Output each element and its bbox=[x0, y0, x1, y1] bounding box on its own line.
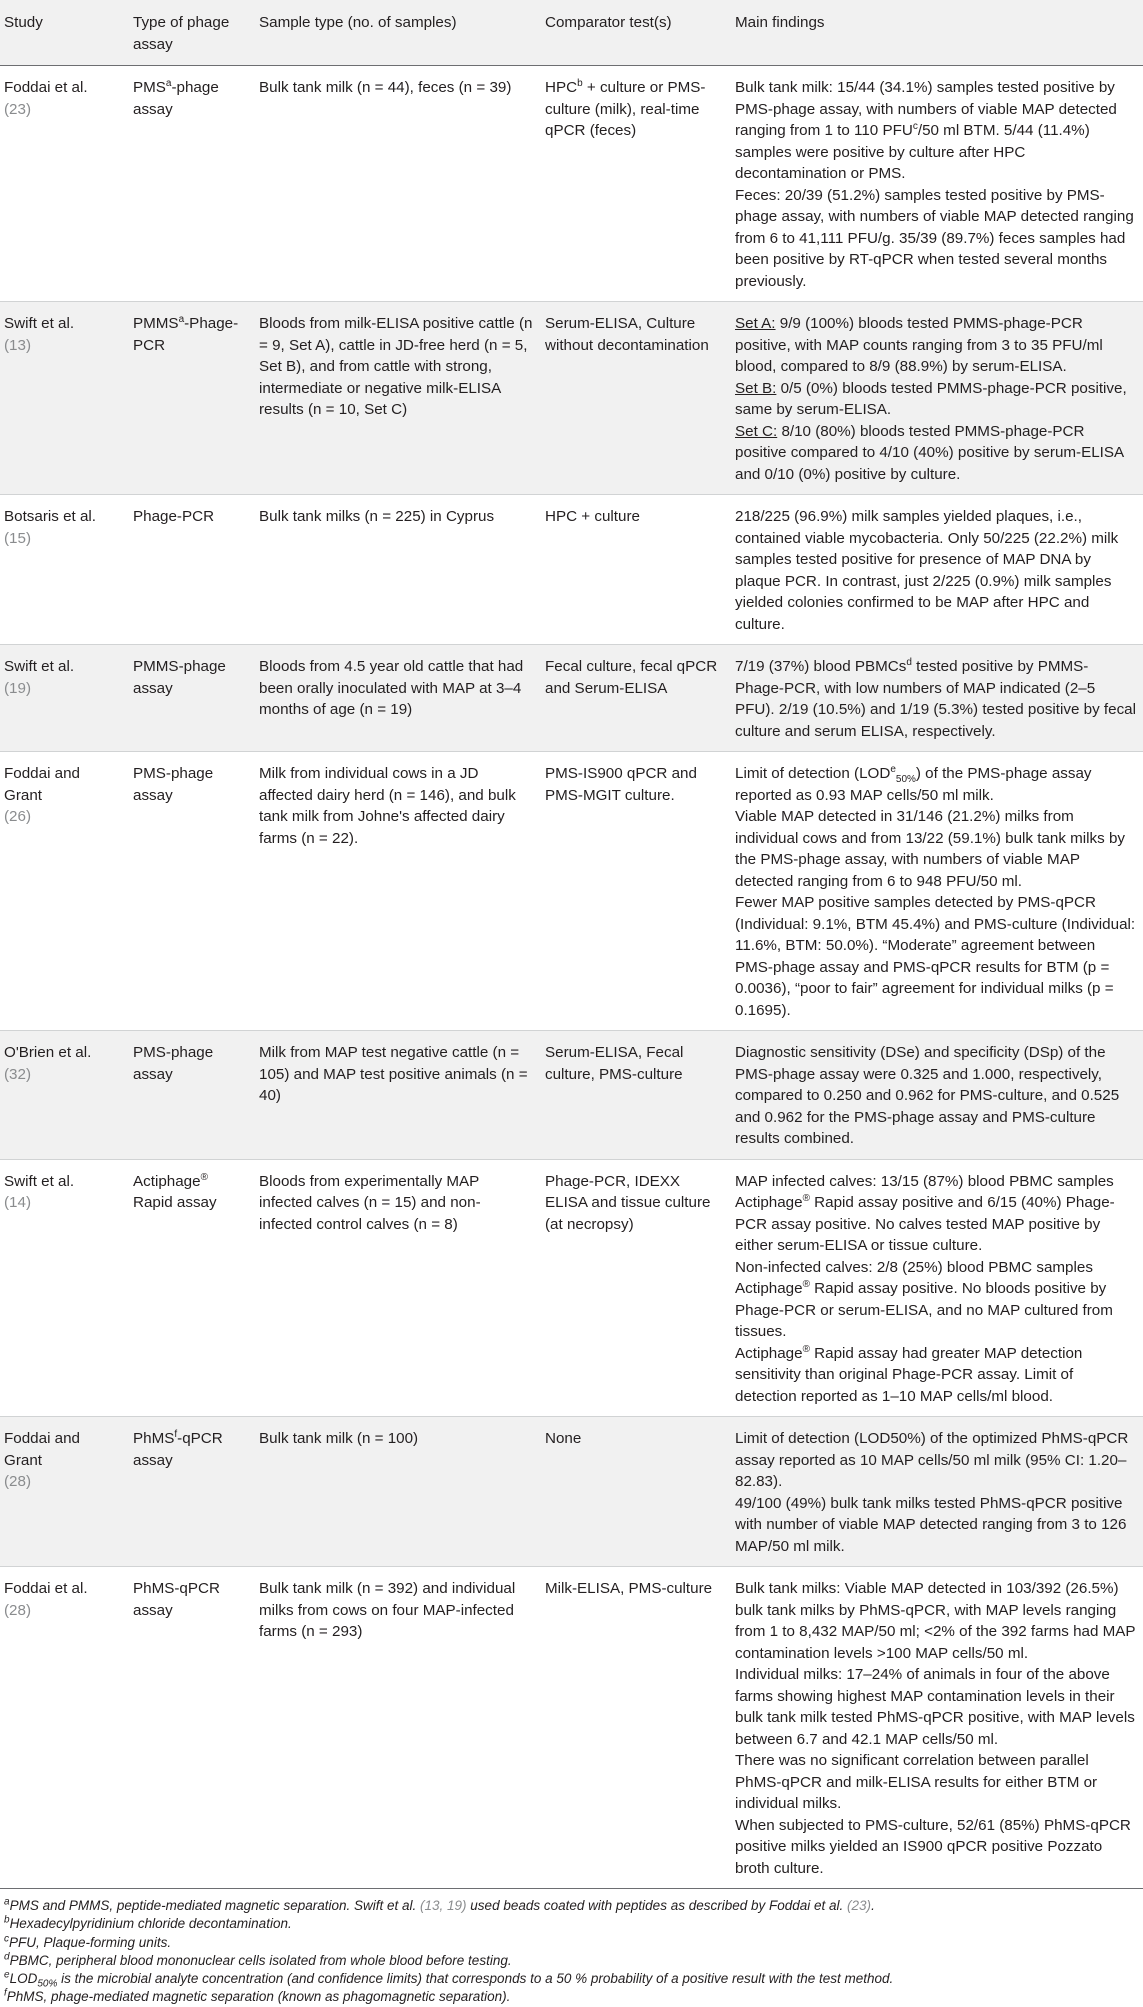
cell-comparator: None bbox=[539, 1417, 729, 1567]
reference-link[interactable]: (19) bbox=[4, 679, 32, 697]
cell-assay: Phage-PCR bbox=[127, 495, 253, 645]
header-findings: Main findings bbox=[729, 0, 1143, 66]
cell-study: Swift et al. (19) bbox=[0, 645, 127, 752]
cell-sample: Bulk tank milk (n = 44), feces (n = 39) bbox=[253, 66, 539, 302]
table-row bbox=[0, 645, 1143, 752]
cell-study: Foddai and Grant (28) bbox=[0, 1417, 127, 1567]
cell-findings: MAP infected calves: 13/15 (87%) blood PBMC samples Actiphage® Rapid assay positive and 6/15 (40%) Phage-PCR assay positive. No calves tested MAP positive by either serum-ELISA or tissue culture. Non-infected calves: 2/8 (25%) blood PBMC samples Actiphage® Rapid assay positive. No bloods positive by Phage-PCR or serum-ELISA, and no MAP cultured from tissues. Actiphage® Rapid assay had greater MAP detection sensitivity than original Phage-PCR assay. Limit of detection reported as 1–10 MAP cells/ml blood. bbox=[729, 1159, 1143, 1417]
footnote: $^a$PMS and PMMS, peptide-mediated magnetic separation. Swift et al. (13, 19) used beads coated with peptides as described by Foddai et al. (23). bbox=[4, 1896, 875, 1913]
table-footnotes bbox=[0, 1889, 1143, 2007]
cell-comparator: Fecal culture, fecal qPCR and Serum-ELISA bbox=[539, 645, 729, 752]
table-row bbox=[0, 66, 1143, 302]
table-row bbox=[0, 302, 1143, 495]
cell-assay: PMS-phage assay bbox=[127, 1031, 253, 1160]
table-header bbox=[0, 0, 1143, 66]
table-row bbox=[0, 495, 1143, 645]
cell-sample: Bulk tank milk (n = 100) bbox=[253, 1417, 539, 1567]
cell-assay: PMMS-phage assay bbox=[127, 645, 253, 752]
cell-comparator: Serum-ELISA, Culture without decontamination bbox=[539, 302, 729, 495]
cell-sample: Bloods from 4.5 year old cattle that had been orally inoculated with MAP at 3–4 months of age (n = 19) bbox=[253, 645, 539, 752]
footnote: $^d$PBMC, peripheral blood mononuclear cells isolated from whole blood before testing. bbox=[4, 1951, 512, 1968]
cell-findings: Limit of detection (LOD50%) of the optimized PhMS-qPCR assay reported as 10 MAP cells/50 ml milk (95% CI: 1.20–82.83). 49/100 (49%) bulk tank milks tested PhMS-qPCR positive with number of viable MAP detected ranging from 3 to 126 MAP/50 ml milk. bbox=[729, 1417, 1143, 1567]
reference-link[interactable]: (28) bbox=[4, 1473, 32, 1490]
cell-findings: Limit of detection $(LOD^e_{50\%})$ of the PMS-phage assay reported as 0.93 MAP cells/50 ml milk. Viable MAP detected in 31/146 (21.2%) milks from individual cows and from 13/22 (59.1%) bulk tank milks by the PMS-phage assay, with numbers of viable MAP detected ranging from 6 to 948 PFU/50 ml. Fewer MAP positive samples detected by PMS-qPCR (Individual: 9.1%, BTM 45.4%) and PMS-culture (Individual: 11.6%, BTM: 50.0%). “Moderate” agreement between PMS-phage assay and PMS-qPCR results for BTM (p = 0.0036), “poor to fair” agreement for individual milks (p = 0.1695). bbox=[729, 752, 1143, 1031]
cell-study: Foddai et al. (23) bbox=[0, 66, 127, 302]
cell-study: Foddai et al. (28) bbox=[0, 1567, 127, 1889]
cell-comparator: PMS-IS900 qPCR and PMS-MGIT culture. bbox=[539, 752, 729, 1031]
cell-study: Swift et al. (13) bbox=[0, 302, 127, 495]
reference-link[interactable]: (28) bbox=[4, 1601, 32, 1619]
reference-link[interactable]: (14) bbox=[4, 1194, 32, 1211]
reference-link[interactable]: (23) bbox=[847, 1898, 872, 1913]
cell-findings: 7/19 (37%) blood PBMCs$^d$ tested positive by PMMS-Phage-PCR, with low numbers of MAP indicated (2–5 PFU). 2/19 (10.5%) and 1/19 (5.3%) tested positive by fecal culture and serum ELISA, respectively. bbox=[729, 645, 1143, 752]
reference-link[interactable]: (26) bbox=[4, 808, 32, 825]
cell-study: O'Brien et al. (32) bbox=[0, 1031, 127, 1160]
cell-findings: Set A: 9/9 (100%) bloods tested PMMS-phage-PCR positive, with MAP counts ranging from 3 to 35 PFU/ml blood, compared to 8/9 (88.9%) by serum-ELISA. Set B: 0/5 (0%) bloods tested PMMS-phage-PCR positive, same by serum-ELISA. Set C: 8/10 (80%) bloods tested PMMS-phage-PCR positive compared to 4/10 (40%) positive by serum-ELISA and 0/10 (0%) positive by culture. bbox=[729, 302, 1143, 495]
cell-assay: PMS$^a$-phage assay bbox=[127, 66, 253, 302]
cell-findings: 218/225 (96.9%) milk samples yielded plaques, i.e., contained viable mycobacteria. Only 50/225 (22.2%) milk samples tested positive for presence of MAP DNA by plaque PCR. In contrast, just 2/225 (0.9%) milk samples yielded colonies confirmed to be MAP after HPC and culture. bbox=[729, 495, 1143, 645]
cell-comparator: Milk-ELISA, PMS-culture bbox=[539, 1567, 729, 1889]
cell-assay: PMS-phage assay bbox=[127, 752, 253, 1031]
footnote: $^f$PhMS, phage-mediated magnetic separation (known as phagomagnetic separation). bbox=[4, 1987, 511, 2005]
reference-link[interactable]: (13) bbox=[4, 336, 32, 354]
cell-findings: Diagnostic sensitivity (DSe) and specificity (DSp) of the PMS-phage assay were 0.325 and 1.000, respectively, compared to 0.250 and 0.962 for PMS-culture, and 0.525 and 0.962 for the PMS-phage assay and PMS-culture results combined. bbox=[729, 1031, 1143, 1160]
footnote: $^b$Hexadecylpyridinium chloride decontamination. bbox=[4, 1914, 292, 1932]
cell-sample: Milk from MAP test negative cattle (n = 105) and MAP test positive animals (n = 40) bbox=[253, 1031, 539, 1160]
cell-sample: Bulk tank milk (n = 392) and individual milks from cows on four MAP-infected farms (n = 293) bbox=[253, 1567, 539, 1889]
header-comparator: Comparator test(s) bbox=[539, 0, 729, 66]
footnote: $^c$PFU, Plaque-forming units. bbox=[4, 1933, 172, 1950]
table-row bbox=[0, 1031, 1143, 1160]
reference-link[interactable]: (15) bbox=[4, 529, 32, 547]
table-row bbox=[0, 1417, 1143, 1567]
cell-sample: Bulk tank milks (n = 225) in Cyprus bbox=[253, 495, 539, 645]
footnote: $^eLOD_{50\%}$ is the microbial analyte concentration (and confidence limits) that corresponds to a 50 % probability of a positive result with the test method. bbox=[4, 1969, 894, 1990]
reference-link[interactable]: (23) bbox=[4, 100, 32, 118]
header-sample-type: Sample type (no. of samples) bbox=[253, 0, 539, 66]
cell-sample: Bloods from milk-ELISA positive cattle (n = 9, Set A), cattle in JD-free herd (n = 5, Set B), and from cattle with strong, intermediate or negative milk-ELISA results (n = 10, Set C) bbox=[253, 302, 539, 495]
reference-link[interactable]: (13, 19) bbox=[420, 1898, 467, 1913]
cell-study: Botsaris et al. (15) bbox=[0, 495, 127, 645]
cell-sample: Bloods from experimentally MAP infected calves (n = 15) and non-infected control calves (n = 8) bbox=[253, 1159, 539, 1417]
cell-comparator: $HPC^b$ + culture or PMS-culture (milk), real-time qPCR (feces) bbox=[539, 66, 729, 302]
header-study: Study bbox=[0, 0, 127, 66]
table-row bbox=[0, 752, 1143, 1031]
cell-sample: Milk from individual cows in a JD affected dairy herd (n = 146), and bulk tank milk from Johne's affected dairy farms (n = 22). bbox=[253, 752, 539, 1031]
cell-assay: PhMS$^f$-qPCR assay bbox=[127, 1417, 253, 1567]
cell-findings: Bulk tank milk: 15/44 (34.1%) samples tested positive by PMS-phage assay, with numbers of viable MAP detected ranging from 1 to 110 PFU$^c$/50 ml BTM. 5/44 (11.4%) samples were positive by culture after HPC decontamination or PMS. Feces: 20/39 (51.2%) samples tested positive by PMS-phage assay, with numbers of viable MAP detected ranging from 6 to 41,111 PFU/g. 35/39 (89.7%) feces samples had been positive by RT-qPCR when tested several months previously. bbox=[729, 66, 1143, 302]
cell-comparator: HPC + culture bbox=[539, 495, 729, 645]
cell-assay: Actiphage® Rapid assay bbox=[127, 1159, 253, 1417]
table-row bbox=[0, 1159, 1143, 1417]
cell-comparator: Serum-ELISA, Fecal culture, PMS-culture bbox=[539, 1031, 729, 1160]
cell-comparator: Phage-PCR, IDEXX ELISA and tissue culture (at necropsy) bbox=[539, 1159, 729, 1417]
cell-assay: PhMS-qPCR assay bbox=[127, 1567, 253, 1889]
cell-study: Swift et al. (14) bbox=[0, 1159, 127, 1417]
cell-findings: Bulk tank milks: Viable MAP detected in 103/392 (26.5%) bulk tank milks by PhMS-qPCR, with MAP levels ranging from 1 to 8,432 MAP/50 ml; <2% of the 392 farms had MAP contamination levels >100 MAP cells/50 ml. Individual milks: 17–24% of animals in four of the above farms showing highest MAP contamination levels in their bulk tank milk tested PhMS-qPCR positive, with MAP levels between 6.7 and 42.1 MAP cells/50 ml. There was no significant correlation between parallel PhMS-qPCR and milk-ELISA results for either BTM or individual milks. When subjected to PMS-culture, 52/61 (85%) PhMS-qPCR positive milks yielded an IS900 qPCR positive Pozzato broth culture. bbox=[729, 1567, 1143, 1889]
cell-study: Foddai and Grant (26) bbox=[0, 752, 127, 1031]
header-phage-assay: Type of phage assay bbox=[127, 0, 253, 66]
reference-link[interactable]: (32) bbox=[4, 1065, 32, 1083]
table-row bbox=[0, 1567, 1143, 1889]
cell-assay: PMMS$^a$-Phage-PCR bbox=[127, 302, 253, 495]
